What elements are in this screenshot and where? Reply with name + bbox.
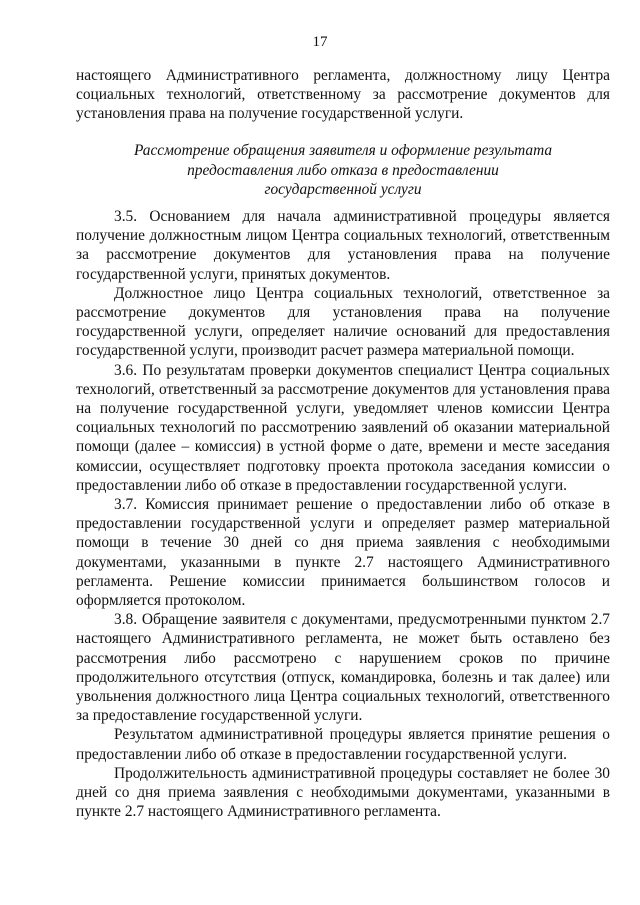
intro-paragraph-block [76,66,610,124]
heading-line-3: государственной услуги [264,181,422,198]
heading-line-1: Рассмотрение обращения заявителя и оформление результата [133,142,553,159]
paragraph-3-6: 3.6. По результатам проверки документов специалист Центра социальных технологий, ответственный за рассмотрение документов для установления права на получение государственной услуги, уведомляет членов комиссии Центра социальных технологий по рассмотрению заявлений об оказании материальной помощи (далее – комиссия) в устной форме о дате, времени и месте заседания комиссии, осуществляет подготовку проекта протокола заседания комиссии о предоставлении либо об отказе в предоставлении государственной услуги. [76,361,610,494]
intro-paragraph: настоящего Административного регламента, должностному лицу Центра социальных технологий, ответственному за рассмотрение документов для установления права на получение государственной услуги. [76,67,610,123]
paragraph-duration: Продолжительность административной процедуры составляет не более 30 дней со дня приема заявления с необходимыми документами, указанными в пункте 2.7 настоящего Административного регламента. [76,764,610,821]
section-body [76,207,610,822]
page-number: 17 [312,34,328,50]
paragraph-3-7: 3.7. Комиссия принимает решение о предоставлении либо об отказе в предоставлении государственной услуги и определяет размер материальной помощи в течение 30 дней со дня приема заявления с необходимыми документами, указанными в пункте 2.7 настоящего Административного регламента. Решение комиссии принимается большинством голосов и оформляется протоколом. [76,496,610,610]
paragraph-3-5: 3.5. Основанием для начала административной процедуры является получение должностным лицом Центра социальных технологий, ответственным за рассмотрение документов для установления права на получение государственной услуги, принятых документов. [76,208,610,283]
paragraph-3-8: 3.8. Обращение заявителя с документами, предусмотренными пунктом 2.7 настоящего Административного регламента, не может быть оставлено без рассмотрения либо рассмотрено с нарушением сроков по причине продолжительного отсутствия (отпуск, командировка, болезнь и так далее) или увольнения должностного лица Центра социальных технологий, ответственного за предоставление государственной услуги. [76,611,610,725]
heading-line-2: предоставления либо отказа в предоставлении [187,161,499,179]
paragraph-result: Результатом административной процедуры является принятие решения о предоставлении либо об отказе в предоставлении государственной услуги. [76,726,610,763]
section-heading [76,141,610,200]
paragraph-3-5-official: Должностное лицо Центра социальных технологий, ответственное за рассмотрение документов для установления права на получение государственной услуги, определяет наличие оснований для предоставления государственной услуги, производит расчет размера материальной помощи. [76,284,610,360]
